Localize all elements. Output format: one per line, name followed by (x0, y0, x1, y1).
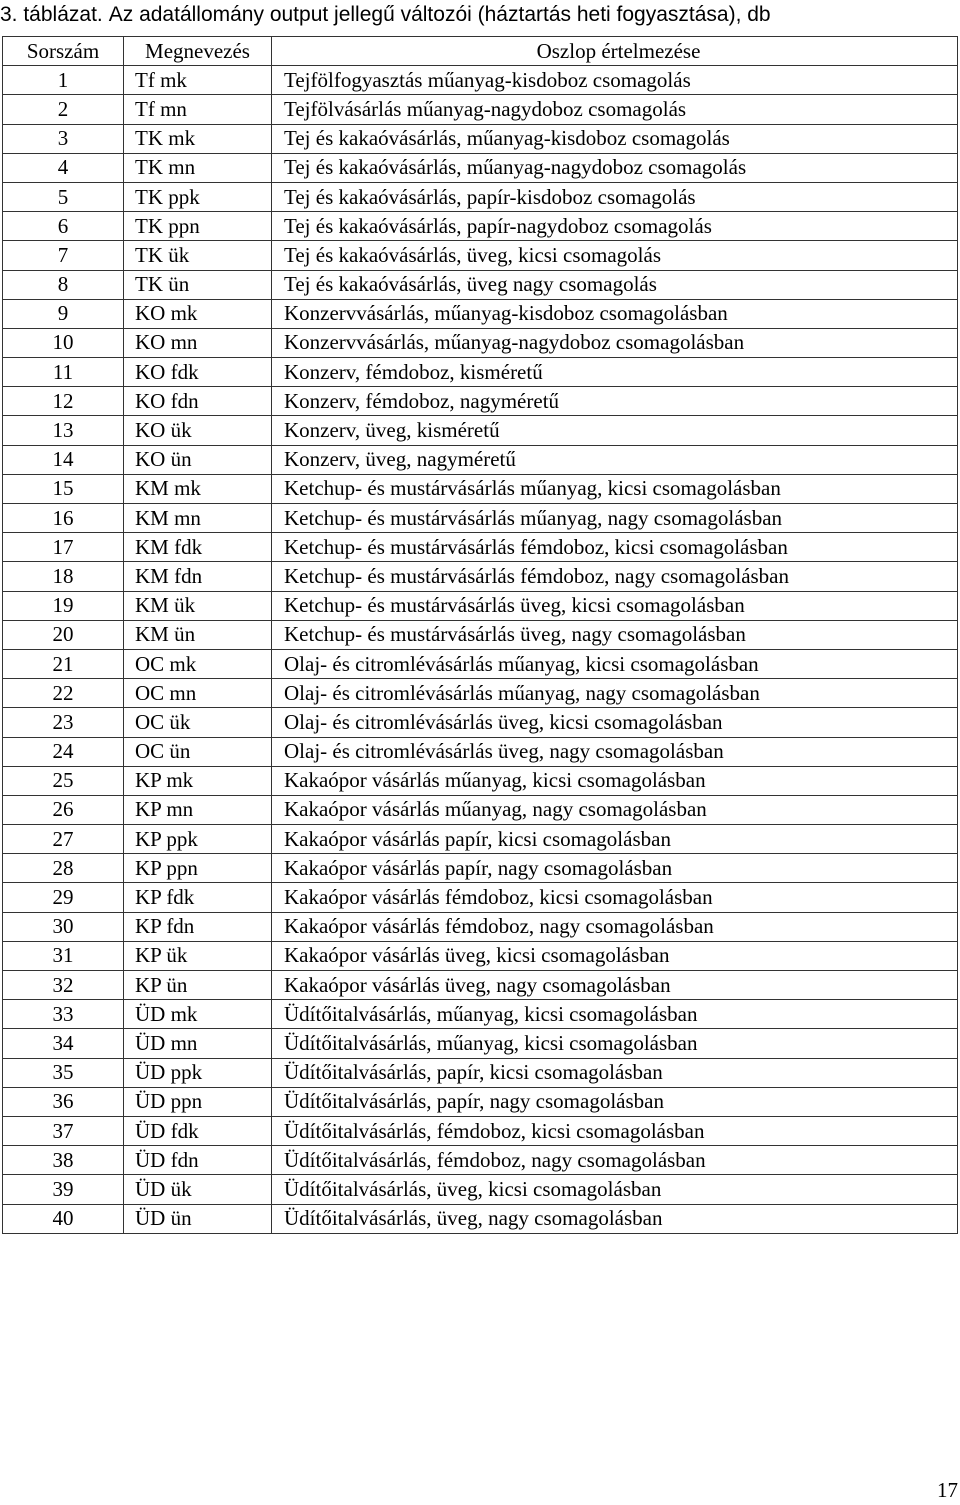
row-description-cell: Tej és kakaóvásárlás, műanyag-kisdoboz csomagolás (272, 124, 958, 153)
row-name-cell: KM mk (124, 474, 272, 503)
table-row (3, 1029, 958, 1058)
row-description-cell: Üdítőitalvásárlás, üveg, kicsi csomagolásban (272, 1175, 958, 1204)
row-number-cell: 36 (3, 1087, 124, 1116)
row-number-cell: 40 (3, 1204, 124, 1233)
row-description-cell: Üdítőitalvásárlás, fémdoboz, nagy csomagolásban (272, 1146, 958, 1175)
row-name-cell: KO mn (124, 328, 272, 357)
row-number-cell: 30 (3, 912, 124, 941)
table-row (3, 766, 958, 795)
table-caption-text: Az adatállomány output jellegű változói (háztartás heti fogyasztása), db (108, 3, 771, 26)
row-number-cell: 14 (3, 445, 124, 474)
row-description-cell: Olaj- és citromlévásárlás műanyag, kicsi csomagolásban (272, 649, 958, 678)
row-name-cell: KM ük (124, 591, 272, 620)
table-row (3, 825, 958, 854)
table-body (3, 66, 958, 1234)
variables-table (2, 36, 958, 1234)
row-name-cell: TK ppk (124, 182, 272, 211)
row-number-cell: 8 (3, 270, 124, 299)
row-number-cell: 37 (3, 1116, 124, 1145)
row-description-cell: Tejfölvásárlás műanyag-nagydoboz csomagolás (272, 95, 958, 124)
table-row (3, 182, 958, 211)
row-name-cell: KP ük (124, 941, 272, 970)
row-description-cell: Üdítőitalvásárlás, műanyag, kicsi csomagolásban (272, 1029, 958, 1058)
row-description-cell: Ketchup- és mustárvásárlás fémdoboz, nagy csomagolásban (272, 562, 958, 591)
table-row (3, 971, 958, 1000)
row-description-cell: Olaj- és citromlévásárlás üveg, kicsi csomagolásban (272, 708, 958, 737)
table-row (3, 416, 958, 445)
row-number-cell: 1 (3, 66, 124, 95)
table-row (3, 66, 958, 95)
row-name-cell: KO fdn (124, 387, 272, 416)
row-name-cell: KO mk (124, 299, 272, 328)
row-description-cell: Ketchup- és mustárvásárlás üveg, nagy csomagolásban (272, 620, 958, 649)
header-sorszam: Sorszám (3, 37, 124, 66)
row-number-cell: 10 (3, 328, 124, 357)
table-row (3, 854, 958, 883)
table-row (3, 591, 958, 620)
row-description-cell: Ketchup- és mustárvásárlás műanyag, nagy csomagolásban (272, 504, 958, 533)
row-name-cell: TK mn (124, 153, 272, 182)
row-description-cell: Konzervvásárlás, műanyag-kisdoboz csomagolásban (272, 299, 958, 328)
table-row (3, 474, 958, 503)
table-row (3, 387, 958, 416)
row-number-cell: 31 (3, 941, 124, 970)
row-description-cell: Tej és kakaóvásárlás, műanyag-nagydoboz csomagolás (272, 153, 958, 182)
row-description-cell: Konzervvásárlás, műanyag-nagydoboz csomagolásban (272, 328, 958, 357)
table-row (3, 1000, 958, 1029)
row-description-cell: Üdítőitalvásárlás, papír, nagy csomagolásban (272, 1087, 958, 1116)
table-row (3, 358, 958, 387)
table-row (3, 679, 958, 708)
row-description-cell: Konzerv, fémdoboz, kisméretű (272, 358, 958, 387)
table-row (3, 299, 958, 328)
row-name-cell: Tf mk (124, 66, 272, 95)
row-number-cell: 25 (3, 766, 124, 795)
row-description-cell: Olaj- és citromlévásárlás üveg, nagy csomagolásban (272, 737, 958, 766)
row-name-cell: TK mk (124, 124, 272, 153)
row-name-cell: ÜD fdk (124, 1116, 272, 1145)
table-row (3, 533, 958, 562)
row-description-cell: Kakaópor vásárlás papír, nagy csomagolásban (272, 854, 958, 883)
row-description-cell: Olaj- és citromlévásárlás műanyag, nagy csomagolásban (272, 679, 958, 708)
row-number-cell: 13 (3, 416, 124, 445)
row-name-cell: TK ün (124, 270, 272, 299)
row-number-cell: 9 (3, 299, 124, 328)
row-number-cell: 32 (3, 971, 124, 1000)
row-number-cell: 21 (3, 649, 124, 678)
row-number-cell: 6 (3, 212, 124, 241)
row-name-cell: KM fdk (124, 533, 272, 562)
row-number-cell: 18 (3, 562, 124, 591)
row-description-cell: Kakaópor vásárlás fémdoboz, kicsi csomagolásban (272, 883, 958, 912)
row-description-cell: Tejfölfogyasztás műanyag-kisdoboz csomagolás (272, 66, 958, 95)
table-row (3, 708, 958, 737)
page-number: 17 (937, 1478, 958, 1502)
row-name-cell: ÜD ppk (124, 1058, 272, 1087)
row-description-cell: Üdítőitalvásárlás, fémdoboz, kicsi csomagolásban (272, 1116, 958, 1145)
table-row (3, 1116, 958, 1145)
table-row (3, 562, 958, 591)
table-row (3, 1058, 958, 1087)
row-number-cell: 7 (3, 241, 124, 270)
row-number-cell: 15 (3, 474, 124, 503)
row-name-cell: OC mn (124, 679, 272, 708)
row-number-cell: 29 (3, 883, 124, 912)
row-number-cell: 11 (3, 358, 124, 387)
row-name-cell: Tf mn (124, 95, 272, 124)
row-description-cell: Tej és kakaóvásárlás, üveg, kicsi csomagolás (272, 241, 958, 270)
row-name-cell: KM mn (124, 504, 272, 533)
row-number-cell: 2 (3, 95, 124, 124)
table-row (3, 883, 958, 912)
row-number-cell: 26 (3, 795, 124, 824)
row-number-cell: 20 (3, 620, 124, 649)
row-description-cell: Kakaópor vásárlás üveg, kicsi csomagolásban (272, 941, 958, 970)
table-row (3, 153, 958, 182)
row-name-cell: KP ün (124, 971, 272, 1000)
row-name-cell: KP ppk (124, 825, 272, 854)
row-name-cell: OC ük (124, 708, 272, 737)
table-row (3, 912, 958, 941)
table-row (3, 95, 958, 124)
row-description-cell: Kakaópor vásárlás papír, kicsi csomagolásban (272, 825, 958, 854)
row-name-cell: KP ppn (124, 854, 272, 883)
row-name-cell: KO fdk (124, 358, 272, 387)
table-row (3, 649, 958, 678)
row-number-cell: 16 (3, 504, 124, 533)
table-row (3, 445, 958, 474)
row-number-cell: 35 (3, 1058, 124, 1087)
table-caption-label: 3. táblázat. (0, 3, 103, 26)
row-description-cell: Üdítőitalvásárlás, üveg, nagy csomagolásban (272, 1204, 958, 1233)
row-number-cell: 34 (3, 1029, 124, 1058)
row-description-cell: Ketchup- és mustárvásárlás műanyag, kicsi csomagolásban (272, 474, 958, 503)
table-row (3, 941, 958, 970)
row-name-cell: KM ün (124, 620, 272, 649)
row-number-cell: 4 (3, 153, 124, 182)
row-description-cell: Kakaópor vásárlás üveg, nagy csomagolásban (272, 971, 958, 1000)
table-row (3, 1204, 958, 1233)
table-row (3, 124, 958, 153)
header-oszlop-ertelmezese: Oszlop értelmezése (272, 37, 958, 66)
row-number-cell: 5 (3, 182, 124, 211)
table-row (3, 328, 958, 357)
row-name-cell: KP fdn (124, 912, 272, 941)
row-name-cell: ÜD mk (124, 1000, 272, 1029)
table-row (3, 1175, 958, 1204)
row-number-cell: 12 (3, 387, 124, 416)
row-number-cell: 3 (3, 124, 124, 153)
table-caption (0, 2, 960, 28)
row-number-cell: 24 (3, 737, 124, 766)
header-megnevezes: Megnevezés (124, 37, 272, 66)
row-name-cell: KP mk (124, 766, 272, 795)
row-number-cell: 27 (3, 825, 124, 854)
row-description-cell: Konzerv, fémdoboz, nagyméretű (272, 387, 958, 416)
row-name-cell: ÜD fdn (124, 1146, 272, 1175)
row-description-cell: Üdítőitalvásárlás, műanyag, kicsi csomagolásban (272, 1000, 958, 1029)
row-description-cell: Kakaópor vásárlás műanyag, nagy csomagolásban (272, 795, 958, 824)
row-name-cell: KP fdk (124, 883, 272, 912)
row-name-cell: KM fdn (124, 562, 272, 591)
row-description-cell: Konzerv, üveg, kisméretű (272, 416, 958, 445)
row-name-cell: KP mn (124, 795, 272, 824)
row-name-cell: OC mk (124, 649, 272, 678)
row-description-cell: Ketchup- és mustárvásárlás üveg, kicsi csomagolásban (272, 591, 958, 620)
row-number-cell: 28 (3, 854, 124, 883)
row-number-cell: 33 (3, 1000, 124, 1029)
row-number-cell: 39 (3, 1175, 124, 1204)
table-row (3, 270, 958, 299)
table-row (3, 737, 958, 766)
row-name-cell: ÜD ppn (124, 1087, 272, 1116)
row-number-cell: 23 (3, 708, 124, 737)
row-description-cell: Kakaópor vásárlás fémdoboz, nagy csomagolásban (272, 912, 958, 941)
row-number-cell: 22 (3, 679, 124, 708)
row-description-cell: Tej és kakaóvásárlás, papír-kisdoboz csomagolás (272, 182, 958, 211)
row-description-cell: Tej és kakaóvásárlás, papír-nagydoboz csomagolás (272, 212, 958, 241)
table-header-row (3, 37, 958, 66)
row-name-cell: TK ük (124, 241, 272, 270)
row-number-cell: 17 (3, 533, 124, 562)
row-description-cell: Kakaópor vásárlás műanyag, kicsi csomagolásban (272, 766, 958, 795)
row-description-cell: Konzerv, üveg, nagyméretű (272, 445, 958, 474)
table-row (3, 1087, 958, 1116)
row-name-cell: ÜD mn (124, 1029, 272, 1058)
row-description-cell: Tej és kakaóvásárlás, üveg nagy csomagolás (272, 270, 958, 299)
table-row (3, 795, 958, 824)
table-row (3, 241, 958, 270)
row-name-cell: KO ün (124, 445, 272, 474)
row-name-cell: TK ppn (124, 212, 272, 241)
row-name-cell: OC ün (124, 737, 272, 766)
row-name-cell: ÜD ük (124, 1175, 272, 1204)
table-row (3, 212, 958, 241)
row-description-cell: Ketchup- és mustárvásárlás fémdoboz, kicsi csomagolásban (272, 533, 958, 562)
row-number-cell: 19 (3, 591, 124, 620)
table-row (3, 1146, 958, 1175)
table-row (3, 620, 958, 649)
row-number-cell: 38 (3, 1146, 124, 1175)
row-description-cell: Üdítőitalvásárlás, papír, kicsi csomagolásban (272, 1058, 958, 1087)
table-row (3, 504, 958, 533)
row-name-cell: ÜD ün (124, 1204, 272, 1233)
row-name-cell: KO ük (124, 416, 272, 445)
